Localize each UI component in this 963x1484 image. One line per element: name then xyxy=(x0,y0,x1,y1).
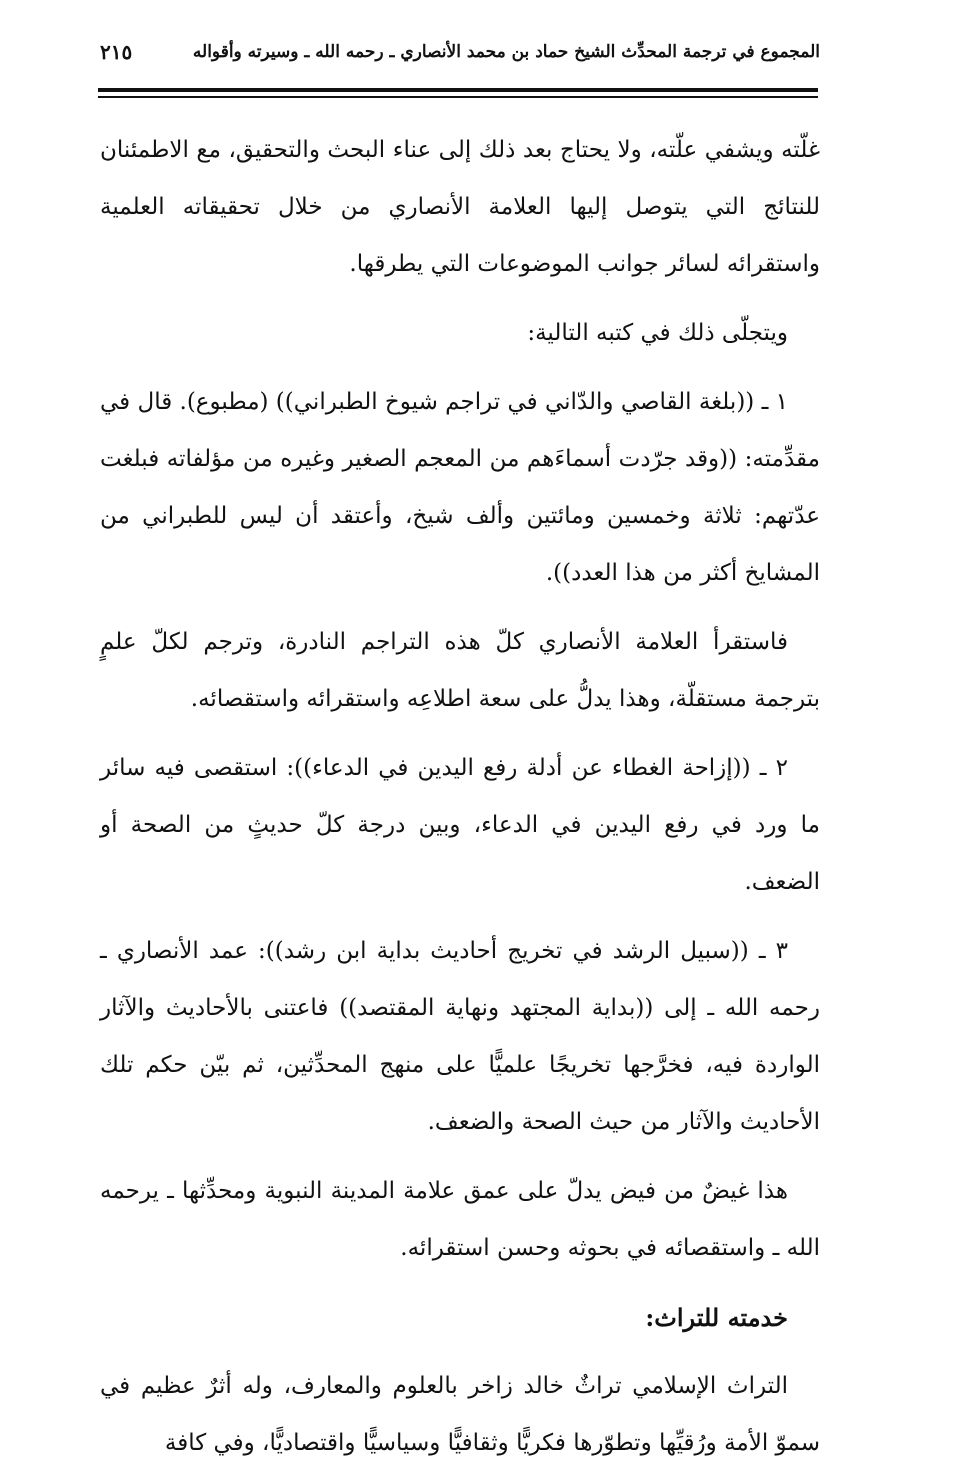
paragraph-book-2: ٢ ـ ((إزاحة الغطاء عن أدلة رفع اليدين في الدعاء)): استقصى فيه سائر ما ورد في رفع اليدين في الدعاء، وبين درجة كلّ حديثٍ من الصحة أو الضعف. xyxy=(100,755,820,895)
paragraph-book-1-comment: فاستقرأ العلامة الأنصاري كلّ هذه التراجم النادرة، وترجم لكلّ علمٍ بترجمة مستقلّة، وهذا يدلُّ على سعة اطلاعِه واستقرائه واستقصائه. xyxy=(100,629,820,712)
paragraph-intro: غلّته ويشفي علّته، ولا يحتاج بعد ذلك إلى عناء البحث والتحقيق، مع الاطمئنان للنتائج التي يتوصل إليها العلامة الأنصاري من خلال تحقيقاته العلمية واستقرائه لسائر جوانب الموضوعات التي يطرقها. xyxy=(100,137,820,277)
running-header xyxy=(100,34,820,70)
header-rule-thin xyxy=(98,96,818,98)
header-rule-thick xyxy=(98,88,818,92)
paragraph-summary: هذا غيضٌ من فيض يدلّ على عمق علامة المدينة النبوية ومحدِّثها ـ يرحمه الله ـ واستقصائه في بحوثه وحسن استقرائه. xyxy=(100,1178,820,1261)
paragraph-book-3: ٣ ـ ((سبيل الرشد في تخريج أحاديث بداية ابن رشد)): عمد الأنصاري ـ رحمه الله ـ إلى ((بداية المجتهد ونهاية المقتصد)) فاعتنى بالأحاديث والآثار الواردة فيه، فخرَّجها تخريجًا علميًّا على منهج المحدِّثين، ثم بيّن حكم تلك الأحاديث والآثار من حيث الصحة والضعف. xyxy=(100,938,820,1135)
section-heading: خدمته للتراث: xyxy=(645,1303,788,1332)
body-text xyxy=(100,122,820,1484)
paragraph-heritage: التراث الإسلامي تراثٌ خالد زاخر بالعلوم والمعارف، وله أثرٌ عظيم في سموّ الأمة ورُقيِّها وتطوّرها فكريًّا وثقافيًّا وسياسيًّا واقتصاديًّا، وفي كافة xyxy=(100,1373,820,1456)
header-title: المجموع في ترجمة المحدِّث الشيخ حماد بن محمد الأنصاري ـ رحمه الله ـ وسيرته وأقواله xyxy=(192,42,820,62)
page-number: ٢١٥ xyxy=(100,40,133,64)
paragraph-books-lead: ويتجلّى ذلك في كتبه التالية: xyxy=(527,320,788,346)
paragraph-book-1: ١ ـ ((بلغة القاصي والدّاني في تراجم شيوخ الطبراني)) (مطبوع). قال في مقدِّمته: ((وقد جرّدت أسماءَهم من المعجم الصغير وغيره من مؤلفاته فبلغت عدّتهم: ثلاثة وخمسين ومائتين وألف شيخ، وأعتقد أن ليس للطبراني من المشايخ أكثر من هذا العدد)). xyxy=(100,389,820,586)
